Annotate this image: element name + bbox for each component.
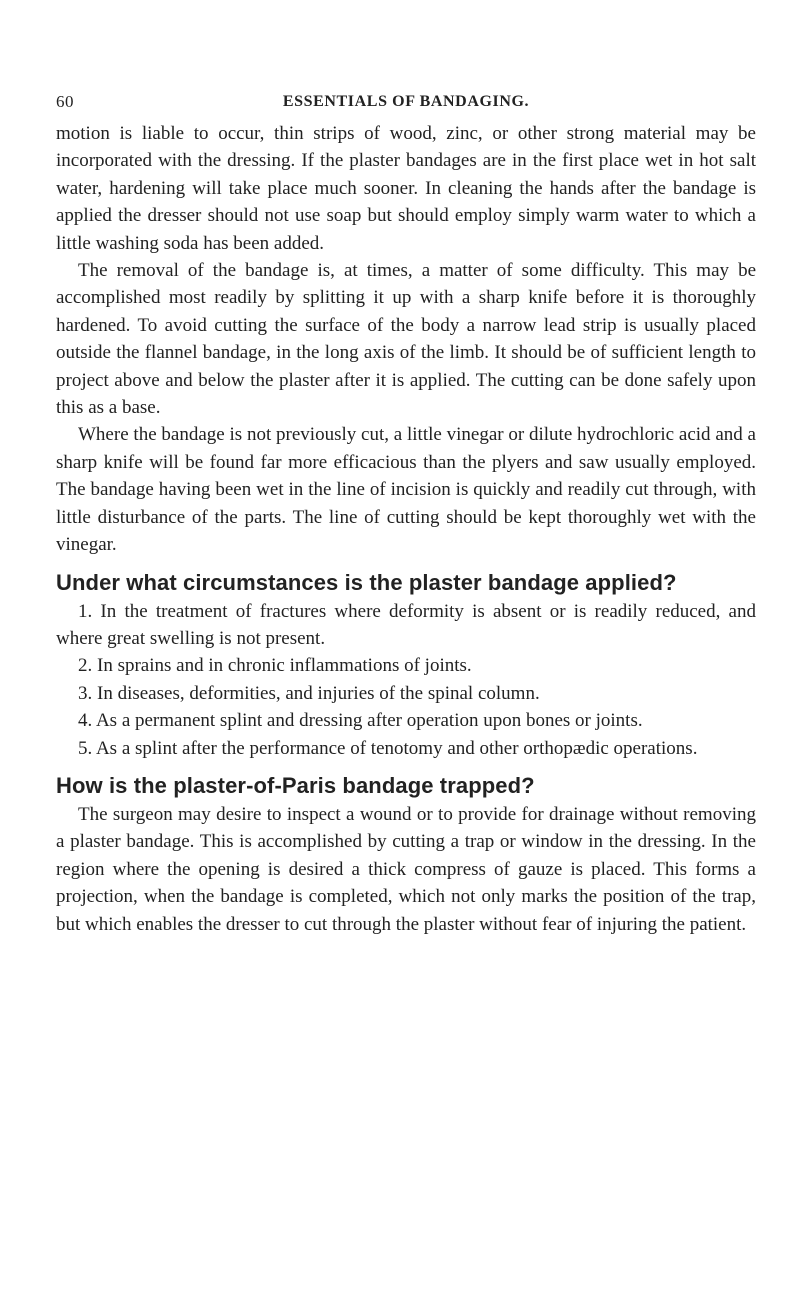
list-item: 2. In sprains and in chronic inflammations of joints. <box>78 655 472 677</box>
section-question-circumstances: Under what circumstances is the plaster bandage applied? <box>56 569 677 595</box>
answer-list <box>56 598 756 762</box>
running-head-title: ESSENTIALS OF BANDAGING. <box>282 93 530 110</box>
paragraph-bandage-removal: The removal of the bandage is, at times, a matter of some difficulty. This may be accomplished most readily by splitting it up with a sharp knife before it is thoroughly hardened. To avoid cutting the surface of the body a narrow lead strip is usually placed outside the flannel bandage, in the long axis of the limb. It should be of sufficient length to project above and below the plaster after it is applied. The cutting can be done safely upon this as a base. <box>56 260 756 419</box>
list-item: 1. In the treatment of fractures where deformity is absent or is readily reduced, and where great swelling is not present. <box>56 600 756 649</box>
page-number: 60 <box>56 92 74 111</box>
list-item: 4. As a permanent splint and dressing after operation upon bones or joints. <box>78 710 643 732</box>
list-item: 5. As a splint after the performance of tenotomy and other orthopædic operations. <box>78 737 698 759</box>
list-item: 3. In diseases, deformities, and injuries of the spinal column. <box>78 682 540 704</box>
paragraph-vinegar-cutting: Where the bandage is not previously cut, a little vinegar or dilute hydrochloric acid and a sharp knife will be found far more efficacious than the plyers and saw usually employed. The bandage having been wet in the line of incision is quickly and readily cut through, with little disturbance of the parts. The line of cutting should be kept thoroughly wet with the vinegar. <box>56 424 756 556</box>
paragraph-trapping-answer: The surgeon may desire to inspect a wound or to provide for drainage without removing a plaster bandage. This is accomplished by cutting a trap or window in the dressing. In the region where the opening is desired a thick compress of gauze is placed. This forms a projection, when the bandage is completed, which not only marks the position of the trap, but which enables the dresser to cut through the plaster without fear of injuring the patient. <box>56 803 756 935</box>
body-text <box>56 120 756 938</box>
paragraph-continuation: motion is liable to occur, thin strips of wood, zinc, or other strong material may be incorporated with the dressing. If the plaster bandages are in the first place wet in hot salt water, hardening will take place much sooner. In cleaning the hands after the bandage is applied the dresser should not use soap but should employ simply warm water to which a little washing soda has been added. <box>56 123 756 254</box>
book-page <box>56 0 756 938</box>
running-head <box>56 82 756 120</box>
section-question-trapping: How is the plaster-of-Paris bandage trapped? <box>56 772 535 798</box>
